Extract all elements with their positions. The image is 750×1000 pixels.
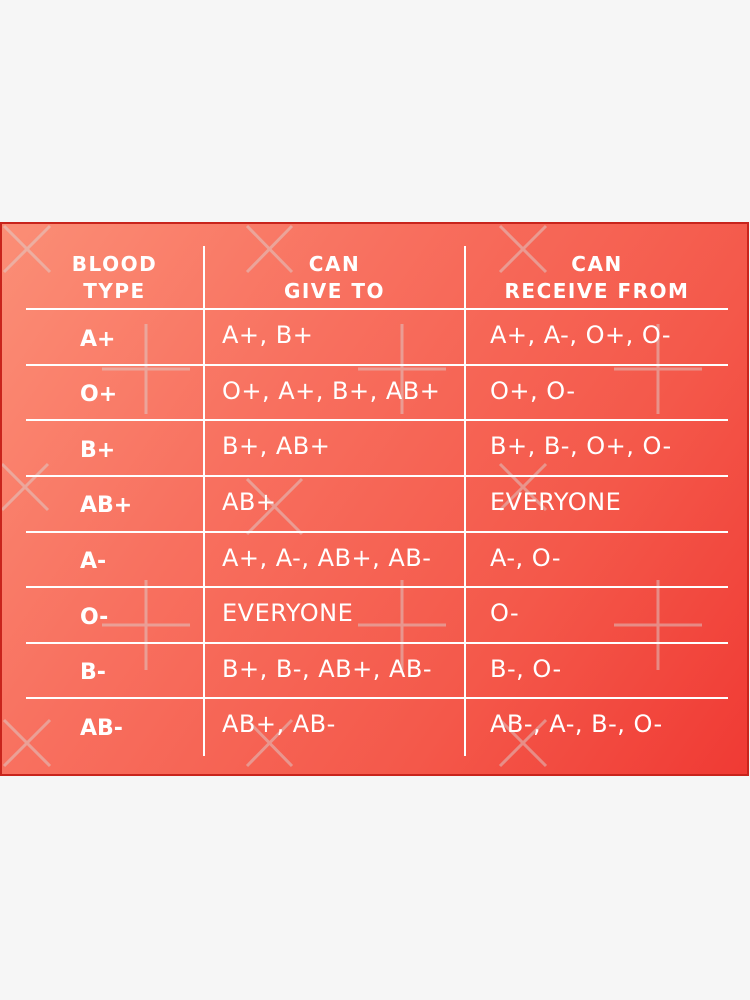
- can-give-to-cell: A+, B+: [222, 321, 314, 349]
- can-receive-from-cell: A-, O-: [490, 544, 562, 572]
- header-line: BLOOD: [71, 252, 158, 276]
- header-line: CAN: [308, 252, 361, 276]
- blood-type-cell: B+: [80, 437, 116, 463]
- can-give-to-cell: AB+: [222, 488, 277, 516]
- can-give-to-cell: O+, A+, B+, AB+: [222, 377, 441, 405]
- can-receive-from-cell: AB-, A-, B-, O-: [490, 710, 663, 738]
- header-line: GIVE TO: [283, 279, 386, 303]
- blood-type-cell: O-: [80, 604, 109, 630]
- can-give-to-cell: A+, A-, AB+, AB-: [222, 544, 432, 572]
- header-can-give-to: [205, 248, 464, 308]
- column-divider: [203, 246, 205, 756]
- header-line: RECEIVE FROM: [504, 279, 690, 303]
- column-divider: [464, 246, 466, 756]
- can-receive-from-cell: O+, O-: [490, 377, 576, 405]
- row-divider: [26, 586, 728, 588]
- blood-type-cell: O+: [80, 381, 118, 407]
- blood-type-cell: A-: [80, 548, 107, 574]
- header-can-receive-from: [466, 248, 728, 308]
- can-receive-from-cell: EVERYONE: [490, 488, 622, 516]
- header-line: TYPE: [83, 279, 146, 303]
- blood-type-cell: AB+: [80, 492, 133, 518]
- can-receive-from-cell: B-, O-: [490, 655, 562, 683]
- blood-type-chart: [0, 222, 749, 776]
- blood-type-cell: A+: [80, 326, 116, 352]
- can-receive-from-cell: O-: [490, 599, 520, 627]
- can-give-to-cell: EVERYONE: [222, 599, 354, 627]
- row-divider: [26, 475, 728, 477]
- blood-type-cell: AB-: [80, 715, 123, 741]
- can-give-to-cell: B+, B-, AB+, AB-: [222, 655, 433, 683]
- can-receive-from-cell: B+, B-, O+, O-: [490, 432, 672, 460]
- header-blood-type: [26, 248, 203, 308]
- can-receive-from-cell: A+, A-, O+, O-: [490, 321, 672, 349]
- blood-type-cell: B-: [80, 659, 106, 685]
- header-line: CAN: [571, 252, 623, 276]
- can-give-to-cell: B+, AB+: [222, 432, 331, 460]
- can-give-to-cell: AB+, AB-: [222, 710, 336, 738]
